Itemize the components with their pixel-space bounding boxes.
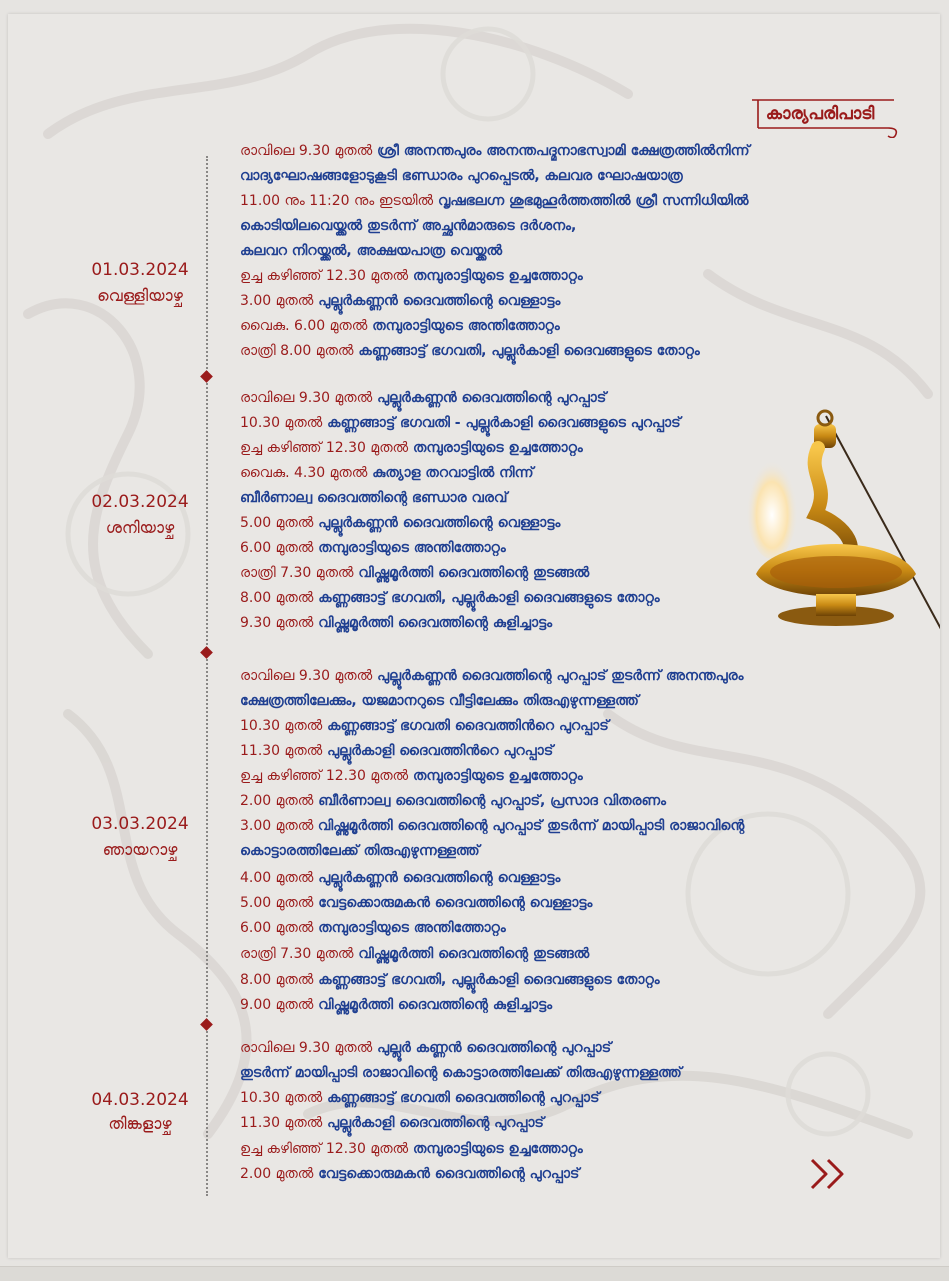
event-desc: വാദ്യഘോഷങ്ങളോടുകൂടി ഭണ്ഡാരം പുറപ്പെടൽ, കലവര ഘോഷയാത്ര bbox=[240, 168, 683, 184]
event-row bbox=[240, 436, 583, 461]
event-row bbox=[240, 264, 583, 289]
event-row bbox=[240, 664, 743, 689]
event-desc: കണ്ണങ്ങാട്ട് ഭഗവതി ദൈവത്തിൻറെ പുറപ്പാട് bbox=[327, 718, 609, 734]
event-desc: കലവറ നിറയ്ക്കൽ, അക്ഷയപാത്ര വെയ്ക്കൽ bbox=[240, 243, 503, 259]
event-row bbox=[240, 386, 606, 411]
event-time: 3.00 മുതൽ bbox=[240, 293, 314, 309]
event-desc: ക്ഷേത്രത്തിലേക്കും, യജമാനറുടെ വീട്ടിലേക്കും തിരുഎഴുന്നള്ളത്ത് bbox=[240, 693, 639, 709]
event-time: രാത്രി 7.30 മുതൽ bbox=[240, 946, 354, 962]
event-row bbox=[240, 789, 666, 814]
event-time: 2.00 മുതൽ bbox=[240, 793, 314, 809]
event-row bbox=[240, 968, 660, 993]
event-desc: വിഷ്ണുമൂർത്തി ദൈവത്തിന്റെ പുറപ്പാട് തുടർന്ന് മായിപ്പാടി രാജാവിന്റെ bbox=[317, 818, 745, 834]
event-row bbox=[240, 739, 553, 764]
event-time: ഉച്ച കഴിഞ്ഞ് 12.30 മുതൽ bbox=[240, 1141, 409, 1157]
event-desc: പുല്ലൂർ കണ്ണൻ ദൈവത്തിന്റെ പുറപ്പാട് bbox=[377, 1040, 612, 1056]
event-row bbox=[240, 866, 560, 891]
event-desc: കണ്ണങ്ങാട്ട് ഭഗവതി, പുല്ലൂർകാളി ദൈവങ്ങളുടെ തോറ്റം bbox=[358, 343, 700, 359]
day-date: 04.03.2024 bbox=[91, 1090, 189, 1110]
event-time: 8.00 മുതൽ bbox=[240, 590, 314, 606]
event-time: 5.00 മുതൽ bbox=[240, 515, 314, 531]
event-desc: ബീർണാല്വ ദൈവത്തിന്റെ ഭണ്ഡാര വരവ് bbox=[240, 490, 508, 506]
event-time: 10.30 മുതൽ bbox=[240, 415, 323, 431]
event-row bbox=[240, 611, 552, 636]
event-time: ഉച്ച കഴിഞ്ഞ് 12.30 മുതൽ bbox=[240, 268, 409, 284]
event-time: 6.00 മുതൽ bbox=[240, 540, 314, 556]
event-desc: തമ്പുരാട്ടിയുടെ അന്തിത്തോറ്റം bbox=[372, 318, 560, 334]
event-time: ഉച്ച കഴിഞ്ഞ് 12.30 മുതൽ bbox=[240, 768, 409, 784]
day-weekday: ഞായറാഴ്ച bbox=[102, 840, 178, 859]
event-time: രാവിലെ 9.30 മുതൽ bbox=[240, 1040, 373, 1056]
day-weekday: വെള്ളിയാഴ്ച bbox=[97, 286, 183, 305]
event-desc: തമ്പുരാട്ടിയുടെ ഉച്ചത്തോറ്റം bbox=[413, 1141, 583, 1157]
day-weekday: തിങ്കളാഴ്ച bbox=[108, 1114, 172, 1133]
event-desc: തമ്പുരാട്ടിയുടെ ഉച്ചത്തോറ്റം bbox=[413, 768, 583, 784]
event-row bbox=[240, 916, 506, 941]
event-desc: വിഷ്ണുമൂർത്തി ദൈവത്തിന്റെ കുളിച്ചാട്ടം bbox=[318, 997, 553, 1013]
event-time: വൈകു. 4.30 മുതൽ bbox=[240, 465, 368, 481]
timeline-line bbox=[206, 156, 210, 1196]
event-desc: തുടർന്ന് മായിപ്പാടി രാജാവിന്റെ കൊട്ടാരത്തിലേക്ക് തിരുഎഴുന്നള്ളത്ത് bbox=[240, 1065, 682, 1081]
page-title: കാര്യപരിപാടി bbox=[765, 104, 875, 124]
event-row bbox=[240, 289, 560, 314]
event-time: 11.00 നും 11:20 നും ഇടയിൽ bbox=[240, 193, 434, 209]
event-time: 9.00 മുതൽ bbox=[240, 997, 314, 1013]
event-time: 8.00 മുതൽ bbox=[240, 972, 314, 988]
title-container bbox=[748, 94, 898, 138]
event-row bbox=[240, 189, 748, 214]
event-row bbox=[240, 461, 534, 486]
event-time: രാത്രി 7.30 മുതൽ bbox=[240, 565, 354, 581]
event-desc: പുല്ലൂർകണ്ണൻ ദൈവത്തിന്റെ വെള്ളാട്ടം bbox=[318, 870, 561, 886]
event-desc: കൊടിയിലവെയ്ക്കൽ തുടർന്ന് അച്ഛൻമാരുടെ ദർശനം, bbox=[240, 218, 577, 234]
event-time: വൈകു. 6.00 മുതൽ bbox=[240, 318, 368, 334]
event-row bbox=[240, 993, 552, 1018]
event-row bbox=[240, 411, 681, 436]
event-desc: വേട്ടക്കൊരുമകൻ ദൈവത്തിന്റെ വെള്ളാട്ടം bbox=[318, 895, 593, 911]
event-row bbox=[240, 561, 589, 586]
event-row bbox=[240, 214, 576, 239]
event-row bbox=[240, 1162, 579, 1187]
event-desc: പുല്ലൂർകണ്ണൻ ദൈവത്തിന്റെ പുറപ്പാട് തുടർന്ന് അനന്തപുരം bbox=[377, 668, 744, 684]
event-desc: കണ്ണങ്ങാട്ട് ഭഗവതി ദൈവത്തിന്റെ പുറപ്പാട് bbox=[327, 1090, 600, 1106]
event-time: 9.30 മുതൽ bbox=[240, 615, 314, 631]
event-desc: കണ്ണങ്ങാട്ട് ഭഗവതി, പുല്ലൂർകാളി ദൈവങ്ങളുടെ തോറ്റം bbox=[318, 590, 660, 606]
event-time: 6.00 മുതൽ bbox=[240, 920, 314, 936]
event-desc: ശ്രീ അനന്തപുരം അനന്തപദ്മനാഭസ്വാമി ക്ഷേത്രത്തിൽനിന്ന് bbox=[377, 143, 750, 159]
event-row bbox=[240, 139, 750, 164]
event-row bbox=[240, 1111, 544, 1136]
day-date: 03.03.2024 bbox=[91, 814, 189, 834]
event-row bbox=[240, 1036, 611, 1061]
program-page bbox=[8, 14, 940, 1258]
event-row bbox=[240, 714, 609, 739]
event-time: രാവിലെ 9.30 മുതൽ bbox=[240, 668, 373, 684]
event-desc: വിഷ്ണുമൂർത്തി ദൈവത്തിന്റെ തുടങ്ങൽ bbox=[358, 565, 590, 581]
event-row bbox=[240, 314, 560, 339]
oil-lamp-illustration bbox=[736, 404, 940, 644]
event-row bbox=[240, 339, 700, 364]
day-weekday: ശനിയാഴ്ച bbox=[105, 518, 175, 537]
event-desc: പുല്ലൂർകാളി ദൈവത്തിന്റെ പുറപ്പാട് bbox=[327, 1115, 544, 1131]
event-row bbox=[240, 536, 506, 561]
event-desc: ബീർണാല്വ ദൈവത്തിന്റെ പുറപ്പാട്, പ്രസാദ വിതരണം bbox=[318, 793, 666, 809]
event-desc: പുല്ലൂർകണ്ണൻ ദൈവത്തിന്റെ വെള്ളാട്ടം bbox=[318, 515, 561, 531]
event-row bbox=[240, 1061, 682, 1086]
event-row bbox=[240, 511, 560, 536]
event-desc: തമ്പുരാട്ടിയുടെ അന്തിത്തോറ്റം bbox=[318, 920, 506, 936]
event-time: 4.00 മുതൽ bbox=[240, 870, 314, 886]
event-time: 11.30 മുതൽ bbox=[240, 743, 323, 759]
event-row bbox=[240, 814, 744, 839]
event-time: 10.30 മുതൽ bbox=[240, 718, 323, 734]
event-row bbox=[240, 891, 592, 916]
event-row bbox=[240, 239, 502, 264]
event-row bbox=[240, 689, 639, 714]
next-page-edge bbox=[0, 1266, 949, 1281]
event-row bbox=[240, 839, 480, 864]
event-row bbox=[240, 486, 507, 511]
event-desc: വൃഷഭലഗ്ന ശുഭമുഹൂർത്തത്തിൽ ശ്രീ സന്നിധിയിൽ bbox=[437, 193, 749, 209]
event-desc: പുല്ലൂർകണ്ണൻ ദൈവത്തിന്റെ പുറപ്പാട് bbox=[377, 390, 607, 406]
event-desc: തമ്പുരാട്ടിയുടെ ഉച്ചത്തോറ്റം bbox=[413, 268, 583, 284]
event-row bbox=[240, 764, 583, 789]
event-time: 2.00 മുതൽ bbox=[240, 1166, 314, 1182]
event-desc: കൊട്ടാരത്തിലേക്ക് തിരുഎഴുന്നള്ളത്ത് bbox=[240, 843, 480, 859]
event-row bbox=[240, 942, 589, 967]
event-time: രാവിലെ 9.30 മുതൽ bbox=[240, 390, 373, 406]
event-desc: പുല്ലൂർകാളി ദൈവത്തിൻറെ പുറപ്പാട് bbox=[327, 743, 554, 759]
event-desc: തമ്പുരാട്ടിയുടെ ഉച്ചത്തോറ്റം bbox=[413, 440, 583, 456]
event-time: ഉച്ച കഴിഞ്ഞ് 12.30 മുതൽ bbox=[240, 440, 409, 456]
event-desc: തമ്പുരാട്ടിയുടെ അന്തിത്തോറ്റം bbox=[318, 540, 506, 556]
day-date: 02.03.2024 bbox=[91, 492, 189, 512]
event-desc: കണ്ണങ്ങാട്ട് ഭഗവതി, പുല്ലൂർകാളി ദൈവങ്ങളുടെ തോറ്റം bbox=[318, 972, 660, 988]
event-row bbox=[240, 1086, 599, 1111]
event-row bbox=[240, 164, 683, 189]
event-desc: കണ്ണങ്ങാട്ട് ഭഗവതി - പുല്ലൂർകാളി ദൈവങ്ങളുടെ പുറപ്പാട് bbox=[327, 415, 681, 431]
event-time: 10.30 മുതൽ bbox=[240, 1090, 323, 1106]
event-desc: കുത്യാള തറവാട്ടിൽ നിന്ന് bbox=[372, 465, 534, 481]
double-chevron-right-icon[interactable] bbox=[808, 1156, 848, 1192]
event-desc: വിഷ്ണുമൂർത്തി ദൈവത്തിന്റെ കുളിച്ചാട്ടം bbox=[318, 615, 553, 631]
event-row bbox=[240, 586, 660, 611]
event-time: 5.00 മുതൽ bbox=[240, 895, 314, 911]
event-row bbox=[240, 1137, 583, 1162]
event-time: 3.00 മുതൽ bbox=[240, 818, 318, 834]
day-date: 01.03.2024 bbox=[91, 260, 189, 280]
event-desc: വേട്ടക്കൊരുമകൻ ദൈവത്തിന്റെ പുറപ്പാട് bbox=[318, 1166, 580, 1182]
event-desc: പുല്ലൂർകണ്ണൻ ദൈവത്തിന്റെ വെള്ളാട്ടം bbox=[318, 293, 561, 309]
event-time: 11.30 മുതൽ bbox=[240, 1115, 323, 1131]
event-time: രാവിലെ 9.30 മുതൽ bbox=[240, 143, 373, 159]
event-time: രാത്രി 8.00 മുതൽ bbox=[240, 343, 354, 359]
event-desc: വിഷ്ണുമൂർത്തി ദൈവത്തിന്റെ തുടങ്ങൽ bbox=[358, 946, 590, 962]
